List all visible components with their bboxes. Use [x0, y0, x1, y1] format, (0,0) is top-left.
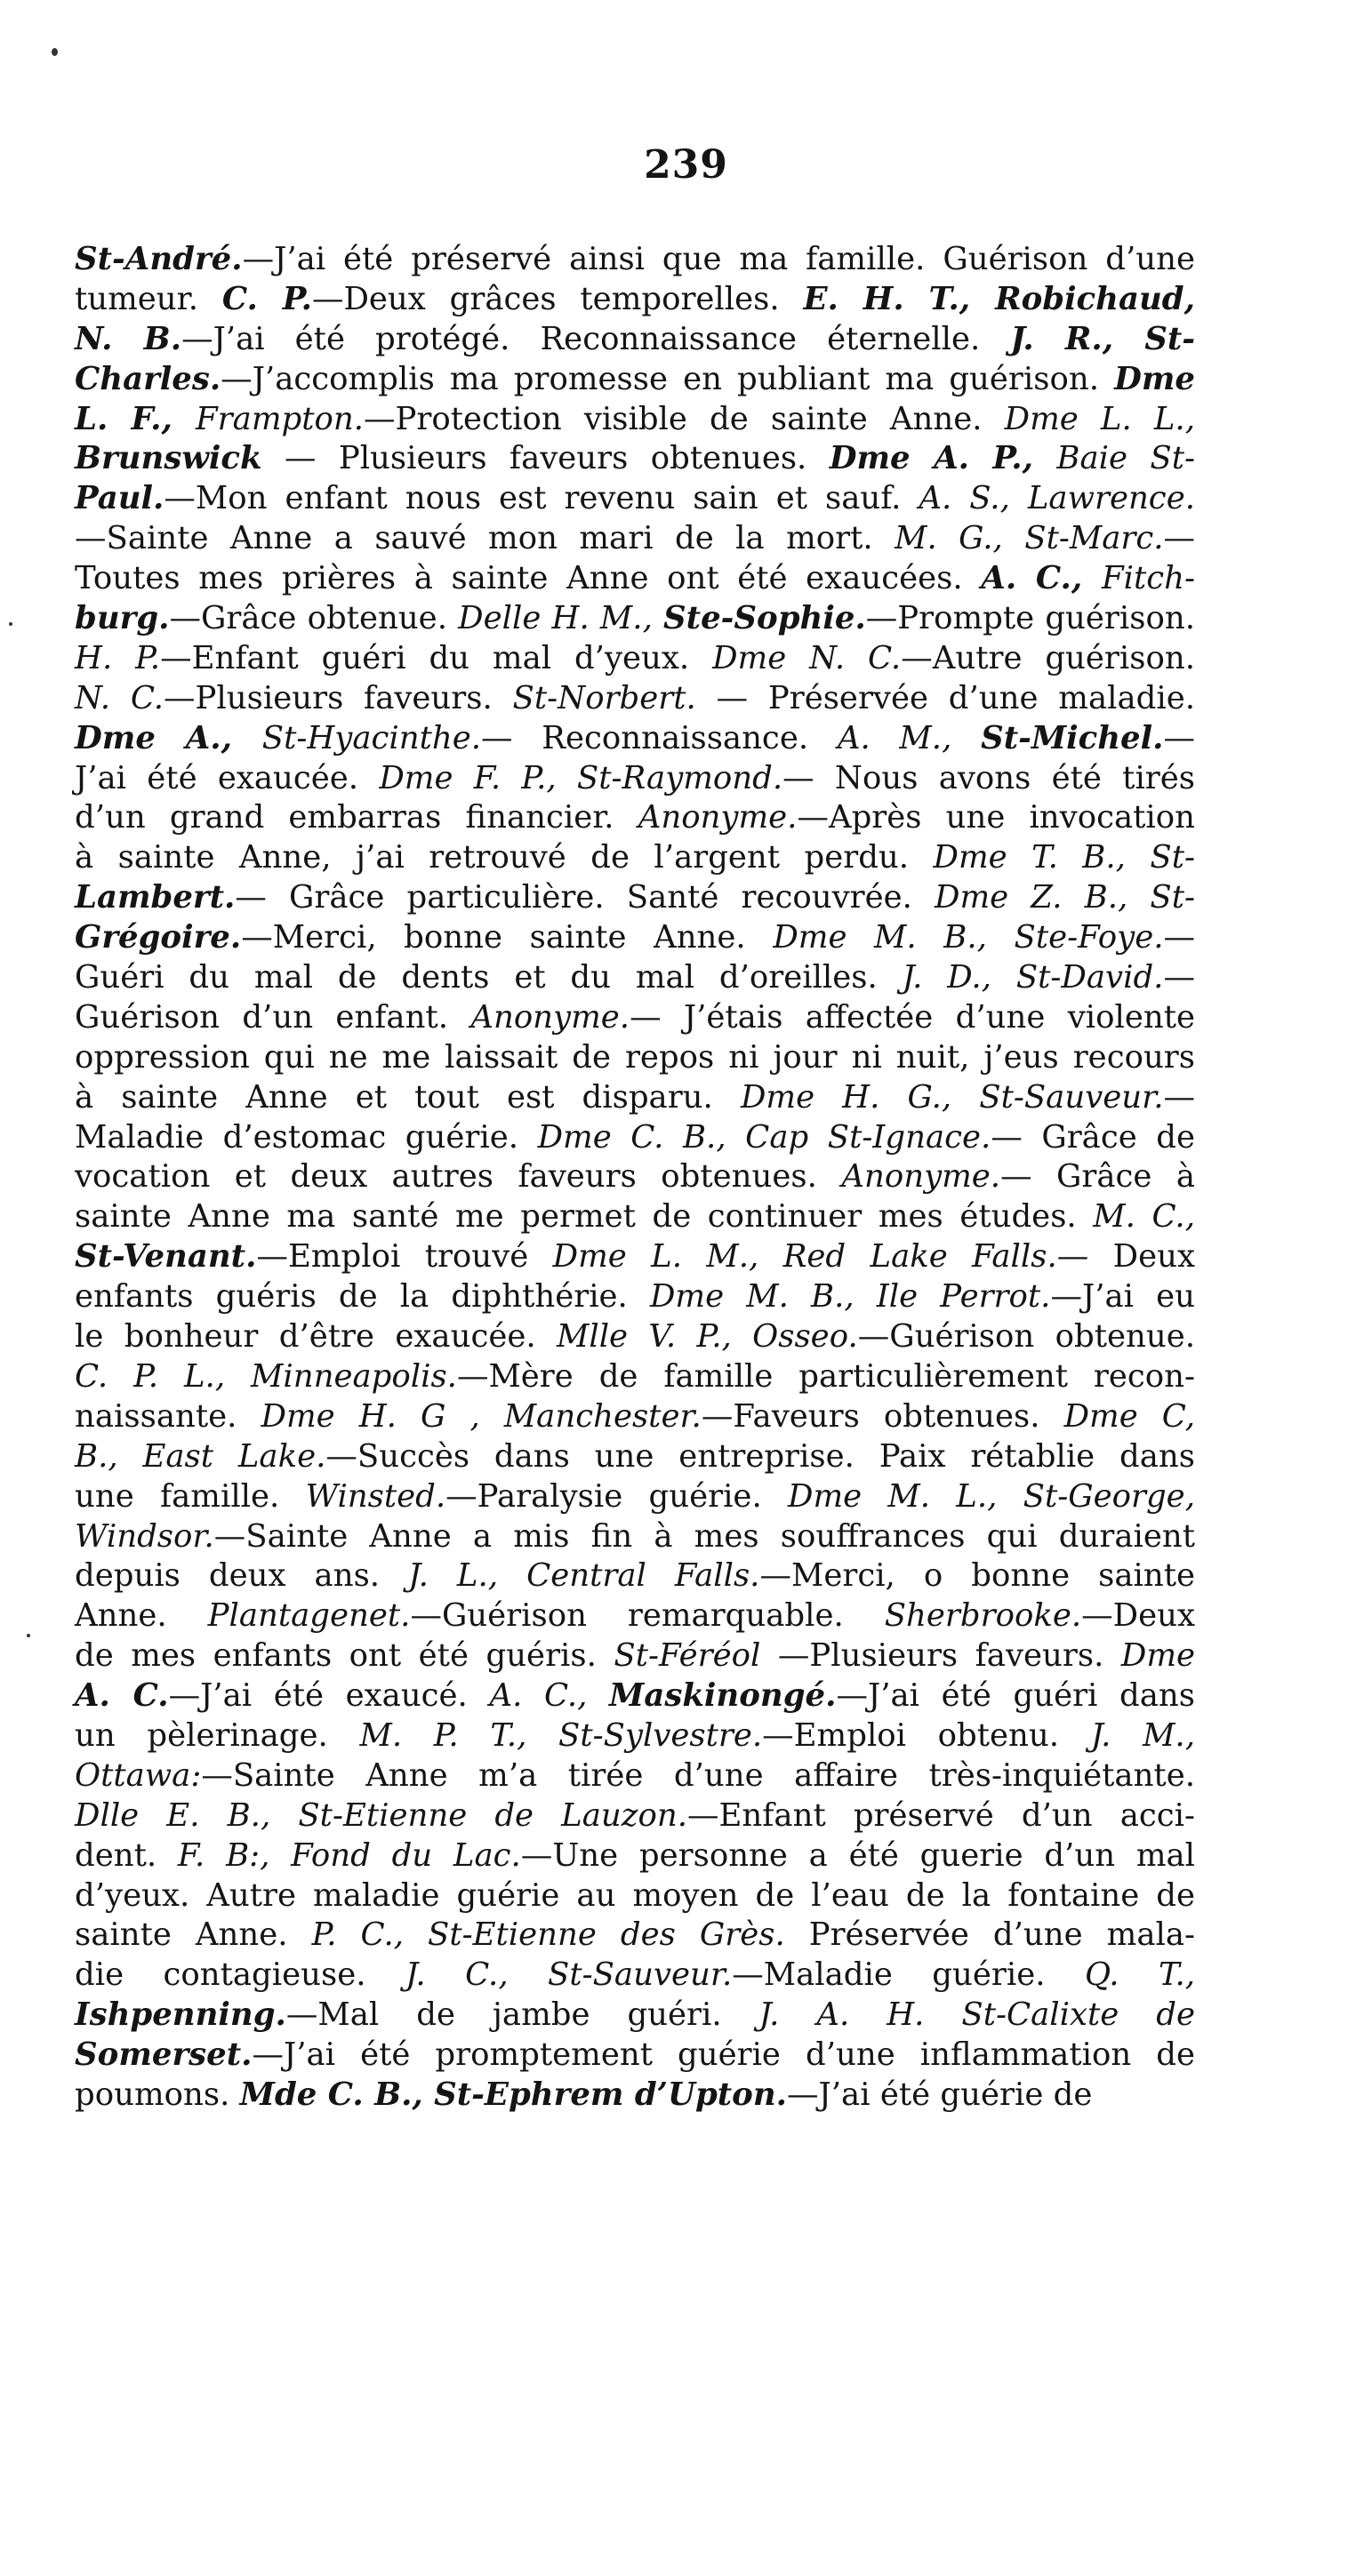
text-segment: burg.	[75, 600, 170, 637]
text-line	[75, 1357, 1195, 1397]
text-segment: Anonyme.	[470, 998, 630, 1036]
text-segment: —Deux grâces temporelles.	[311, 280, 804, 317]
text-segment: —Une personne a été guerie d’un mal	[520, 1836, 1196, 1874]
text-segment: —J’ai été préservé ainsi que ma famille. Guérison d’une	[242, 241, 1195, 277]
text-line	[75, 1078, 1195, 1118]
text-line	[75, 1716, 1195, 1756]
text-segment: A. M.,	[837, 719, 982, 756]
text-segment: Minneapolis.	[251, 1357, 457, 1395]
text-segment: depuis deux ans.	[75, 1557, 409, 1595]
text-segment: St-Hyacinthe.	[261, 719, 482, 756]
text-segment: St-Etienne de Lauzon.	[298, 1796, 687, 1834]
text-segment: —	[1163, 959, 1195, 996]
text-line	[75, 918, 1195, 958]
text-segment: une famille.	[75, 1477, 306, 1515]
text-segment: sainte Anne.	[75, 1916, 312, 1954]
text-segment: St-Sauveur.	[979, 1078, 1164, 1116]
text-line	[75, 1836, 1195, 1876]
text-segment: —Plusieurs faveurs.	[760, 1637, 1121, 1675]
text-segment: Frampton.	[196, 400, 364, 437]
text-segment: —J’ai eu	[1050, 1278, 1196, 1316]
text-segment: Brunswick	[75, 440, 262, 477]
text-segment: un pèlerinage.	[75, 1716, 360, 1754]
text-segment: J. D.,	[902, 959, 1016, 996]
text-segment: oppression qui ne me laissait de repos ni jour ni nuit, j’eus recours	[75, 1038, 1195, 1076]
text-segment: d’yeux. Autre maladie guérie au moyen de l’eau de la fontaine de	[75, 1876, 1195, 1914]
text-line	[75, 1437, 1195, 1477]
text-line	[75, 1277, 1195, 1317]
text-segment: Dme C,	[1063, 1397, 1195, 1435]
text-segment: M. C.,	[1093, 1198, 1195, 1236]
text-segment: C. P. L.,	[75, 1357, 252, 1395]
text-segment: —Deux	[1081, 1597, 1195, 1635]
text-line	[75, 1556, 1195, 1596]
text-segment: Cap St-Ignace.	[745, 1118, 991, 1156]
text-segment: Ste-Sophie.	[663, 600, 866, 637]
text-segment: —J’ai été promptement guérie d’une inflammation de	[252, 2036, 1195, 2074]
text-segment: Dme Z. B., St-	[935, 879, 1195, 916]
text-segment: —J’ai été guéri dans	[836, 1677, 1195, 1715]
text-line	[75, 998, 1195, 1038]
text-segment: St-Marc.	[1024, 520, 1164, 557]
text-segment: J. R., St-	[1010, 320, 1196, 357]
text-segment: —Après une invocation	[797, 799, 1196, 836]
text-segment: St-David.	[1015, 959, 1164, 996]
text-segment: à sainte Anne, j’ai retrouvé de l’argent perdu.	[75, 839, 934, 876]
text-segment: Sherbrooke.	[884, 1597, 1082, 1635]
ink-speck-left	[9, 622, 12, 626]
text-segment: —J’ai été guérie de	[787, 2076, 1093, 2113]
text-segment: poumons.	[75, 2076, 240, 2113]
text-segment: St-Sylvestre.	[558, 1716, 763, 1754]
text-segment: — Grâce particulière. Santé recouvrée.	[235, 879, 935, 916]
text-segment: J. M.,	[1090, 1716, 1195, 1754]
text-line	[75, 878, 1195, 918]
text-segment: St-Etienne des Grès.	[428, 1916, 785, 1954]
text-segment: —Sainte Anne a mis fin à mes souffrances qui duraient	[213, 1517, 1195, 1555]
text-line	[75, 1197, 1195, 1237]
text-segment: Windsor.	[75, 1517, 214, 1555]
text-segment: —	[1163, 1078, 1195, 1116]
text-segment: Dme A. P.,	[829, 440, 1057, 477]
ink-speck-top	[52, 48, 58, 56]
text-segment: A. C.	[75, 1677, 169, 1715]
text-segment: J. L.,	[408, 1557, 527, 1595]
text-line	[75, 1157, 1195, 1197]
text-line	[75, 1756, 1195, 1796]
body-text	[75, 240, 1195, 2116]
text-segment: St-Norbert.	[512, 679, 696, 716]
text-line	[75, 1517, 1195, 1557]
text-segment: Anne.	[75, 1597, 208, 1635]
text-segment: —J’ai été exaucé.	[168, 1677, 490, 1715]
text-segment: —	[1163, 520, 1195, 557]
text-segment: Dme H. G ,	[261, 1397, 504, 1435]
text-segment: —Emploi trouvé	[256, 1238, 553, 1276]
text-segment: —Guérison obtenue.	[857, 1318, 1196, 1356]
text-segment: Dme	[1120, 1637, 1196, 1675]
text-segment: — Préservée d’une maladie.	[695, 679, 1195, 716]
text-segment: de mes enfants ont été guéris.	[75, 1637, 614, 1675]
text-segment: — Nous avons été tirés	[782, 759, 1195, 796]
text-segment: Somerset.	[75, 2036, 253, 2074]
text-segment: le bonheur d’être exaucée.	[75, 1318, 557, 1356]
text-segment: à sainte Anne et tout est disparu.	[75, 1078, 741, 1116]
text-segment: —Protection visible de sainte Anne.	[364, 400, 1005, 437]
text-line	[75, 1317, 1195, 1357]
text-line	[75, 2036, 1195, 2076]
text-segment: —Mal de jambe guéri.	[285, 1996, 759, 2034]
text-segment: Mde C. B., St-Ephrem d’Upton.	[239, 2076, 788, 2113]
text-segment: —Grâce obtenue.	[169, 600, 459, 637]
text-segment: Dme M. B.,	[773, 919, 1015, 956]
text-line	[75, 679, 1195, 719]
text-segment: Dme L. M.,	[552, 1238, 783, 1276]
text-segment: Ottawa:	[75, 1756, 202, 1794]
text-segment: East Lake.	[142, 1437, 326, 1475]
text-segment: Ishpenning.	[75, 1996, 286, 2034]
text-segment: — Grâce de	[991, 1118, 1196, 1156]
text-segment: Anonyme.	[841, 1158, 1001, 1196]
text-segment: Ile Perrot.	[876, 1278, 1051, 1316]
text-segment: — Grâce à	[1000, 1158, 1196, 1196]
ink-speck-bottom	[27, 1634, 30, 1637]
text-segment: —Succès dans une entreprise. Paix rétablie dans	[325, 1437, 1195, 1475]
text-segment: —Sainte Anne m’a tirée d’une affaire très-inquiétante.	[201, 1756, 1195, 1794]
text-line	[75, 1477, 1195, 1517]
text-segment: Préservée d’une mala-	[784, 1916, 1195, 1954]
text-segment: Dme	[1114, 360, 1195, 397]
text-segment: Fitch-	[1102, 560, 1195, 597]
text-segment: B.,	[75, 1437, 143, 1475]
text-segment: dent.	[75, 1836, 178, 1874]
text-line	[75, 400, 1195, 440]
text-segment: —Emploi obtenu.	[762, 1716, 1091, 1754]
text-segment: J. C.,	[405, 1956, 549, 1994]
text-line	[75, 1636, 1195, 1676]
text-segment: Central Falls.	[526, 1557, 760, 1595]
text-line	[75, 1796, 1195, 1836]
text-segment: —Paralysie guérie.	[445, 1477, 788, 1515]
text-segment: —Guérison remarquable.	[410, 1597, 885, 1635]
text-segment: H. P.	[75, 639, 161, 676]
text-segment: Dme H. G.,	[740, 1078, 980, 1116]
text-line	[75, 479, 1195, 519]
text-segment: Fond du Lac.	[291, 1836, 521, 1874]
text-segment: Winsted.	[305, 1477, 446, 1515]
text-segment: Dme M. B.,	[649, 1278, 877, 1316]
text-segment: Toutes mes prières à sainte Anne ont été exaucées.	[75, 560, 982, 597]
text-segment: —Autre guérison.	[901, 639, 1195, 676]
text-segment: Plantagenet.	[207, 1597, 411, 1635]
text-segment: —Faveurs obtenues.	[701, 1397, 1064, 1435]
text-line	[75, 639, 1195, 679]
text-line	[75, 559, 1195, 599]
text-segment: N. C.	[75, 679, 164, 716]
text-segment: St-Raymond.	[576, 759, 783, 796]
text-segment: Charles.	[75, 360, 221, 397]
text-segment: naissante.	[75, 1397, 261, 1435]
text-line	[75, 1397, 1195, 1437]
text-line	[75, 719, 1195, 759]
text-segment: vocation et deux autres faveurs obtenues.	[75, 1158, 842, 1196]
text-segment: M. G.,	[895, 520, 1025, 557]
text-line	[75, 2076, 1195, 2116]
text-segment: —Mère de famille particulièrement recon-	[456, 1357, 1196, 1395]
text-segment: —Maladie guérie.	[732, 1956, 1085, 1994]
text-segment: Dme T. B., St-	[933, 839, 1195, 876]
text-segment: Dme A.,	[75, 719, 262, 756]
text-segment: Maladie d’estomac guérie.	[75, 1118, 538, 1156]
text-line	[75, 1676, 1195, 1716]
text-segment: sainte Anne ma santé me permet de continuer mes études.	[75, 1198, 1094, 1236]
text-segment: Dme N. C.	[712, 639, 902, 676]
text-segment: C. P.	[221, 280, 312, 317]
text-segment: Dme M. L., St-George,	[787, 1477, 1195, 1515]
text-line	[75, 280, 1195, 320]
text-segment: d’un grand embarras financier.	[75, 799, 638, 836]
text-segment: St-Michel.	[981, 719, 1164, 756]
text-segment: A. S.,	[919, 480, 1028, 517]
text-segment: A. C.,	[981, 560, 1102, 597]
text-segment: St-Féréol	[614, 1637, 761, 1675]
text-line	[75, 519, 1195, 559]
text-segment: Grégoire.	[75, 919, 242, 956]
text-line	[75, 320, 1195, 360]
text-segment: A. C.,	[489, 1677, 610, 1715]
text-segment: Q. T.,	[1084, 1956, 1196, 1994]
text-segment: J’ai été exaucée.	[75, 759, 380, 796]
text-segment: Lawrence.	[1027, 480, 1195, 517]
text-segment: — J’étais affectée d’une violente	[630, 998, 1195, 1036]
text-line	[75, 759, 1195, 799]
text-line	[75, 1956, 1195, 1996]
text-segment: — Plusieurs faveurs obtenues.	[261, 440, 830, 477]
text-segment: —Sainte Anne a sauvé mon mari de la mort.	[75, 520, 895, 557]
text-segment: —Enfant guéri du mal d’yeux.	[160, 639, 713, 676]
text-segment: die contagieuse.	[75, 1956, 405, 1994]
text-segment: —Mon enfant nous est revenu sain et sauf.	[164, 480, 919, 517]
text-segment: —Merci, o bonne sainte	[759, 1557, 1195, 1595]
text-line	[75, 798, 1195, 838]
text-segment: —J’ai été protégé. Reconnaissance éternelle.	[181, 320, 1011, 357]
text-segment: — Deux	[1056, 1238, 1196, 1276]
text-line	[75, 1237, 1195, 1277]
text-segment: Dme L. L.,	[1004, 400, 1195, 437]
text-segment: —Prompte guérison.	[865, 600, 1195, 637]
text-line	[75, 1596, 1195, 1636]
text-segment: —	[1163, 919, 1196, 956]
text-segment: N. B.	[75, 320, 182, 357]
text-line	[75, 360, 1195, 400]
text-segment: E. H. T., Robichaud,	[803, 280, 1195, 317]
text-line	[75, 1916, 1195, 1956]
text-segment: —Merci, bonne sainte Anne.	[241, 919, 774, 956]
text-segment: Guérison d’un enfant.	[75, 998, 471, 1036]
text-segment: — Reconnaissance.	[481, 719, 838, 756]
text-segment: Mlle V. P.,	[557, 1318, 753, 1356]
text-segment: L. F.,	[75, 400, 197, 437]
text-line	[75, 599, 1195, 639]
text-segment: Red Lake Falls.	[782, 1238, 1057, 1276]
text-segment: M. P. T.,	[359, 1716, 559, 1754]
text-segment: Osseo.	[752, 1318, 858, 1356]
text-segment: J. A. H. St-Calixte de	[758, 1996, 1195, 2034]
text-line	[75, 958, 1195, 998]
text-segment: —J’accomplis ma promesse en publiant ma guérison.	[221, 360, 1115, 397]
text-segment: Ste-Foye.	[1014, 919, 1164, 956]
text-segment: Baie St-	[1056, 440, 1195, 477]
text-segment: Paul.	[75, 480, 164, 517]
text-segment: Maskinongé.	[609, 1677, 837, 1715]
text-segment: Dme C. B.,	[537, 1118, 746, 1156]
text-segment: —Plusieurs faveurs.	[164, 679, 513, 716]
text-segment: St-André.	[75, 241, 243, 277]
text-line	[75, 838, 1195, 878]
text-segment: Lambert.	[75, 879, 236, 916]
text-segment: Anonyme.	[638, 799, 798, 836]
text-line	[75, 439, 1195, 479]
text-line	[75, 1118, 1195, 1158]
text-line	[75, 1038, 1195, 1078]
text-segment: Dlle E. B.,	[75, 1796, 299, 1834]
text-segment: St-Venant.	[75, 1238, 257, 1276]
text-segment: P. C.,	[311, 1916, 429, 1954]
text-line	[75, 1876, 1195, 1916]
text-segment: —	[1163, 719, 1195, 756]
text-line	[75, 240, 1195, 280]
text-segment: Guéri du mal de dents et du mal d’oreilles.	[75, 959, 903, 996]
text-segment: Delle H. M.,	[458, 600, 664, 637]
text-segment: Dme F. P.,	[379, 759, 577, 796]
page-number: 239	[644, 142, 728, 188]
text-segment: —Enfant préservé d’un acci-	[687, 1796, 1196, 1834]
text-segment: tumeur.	[75, 280, 222, 317]
text-segment: Manchester.	[503, 1397, 702, 1435]
text-segment: St-Sauveur.	[548, 1956, 733, 1994]
text-segment: enfants guéris de la diphthérie.	[75, 1278, 650, 1316]
text-segment: F. B:,	[177, 1836, 292, 1874]
text-line	[75, 1996, 1195, 2036]
